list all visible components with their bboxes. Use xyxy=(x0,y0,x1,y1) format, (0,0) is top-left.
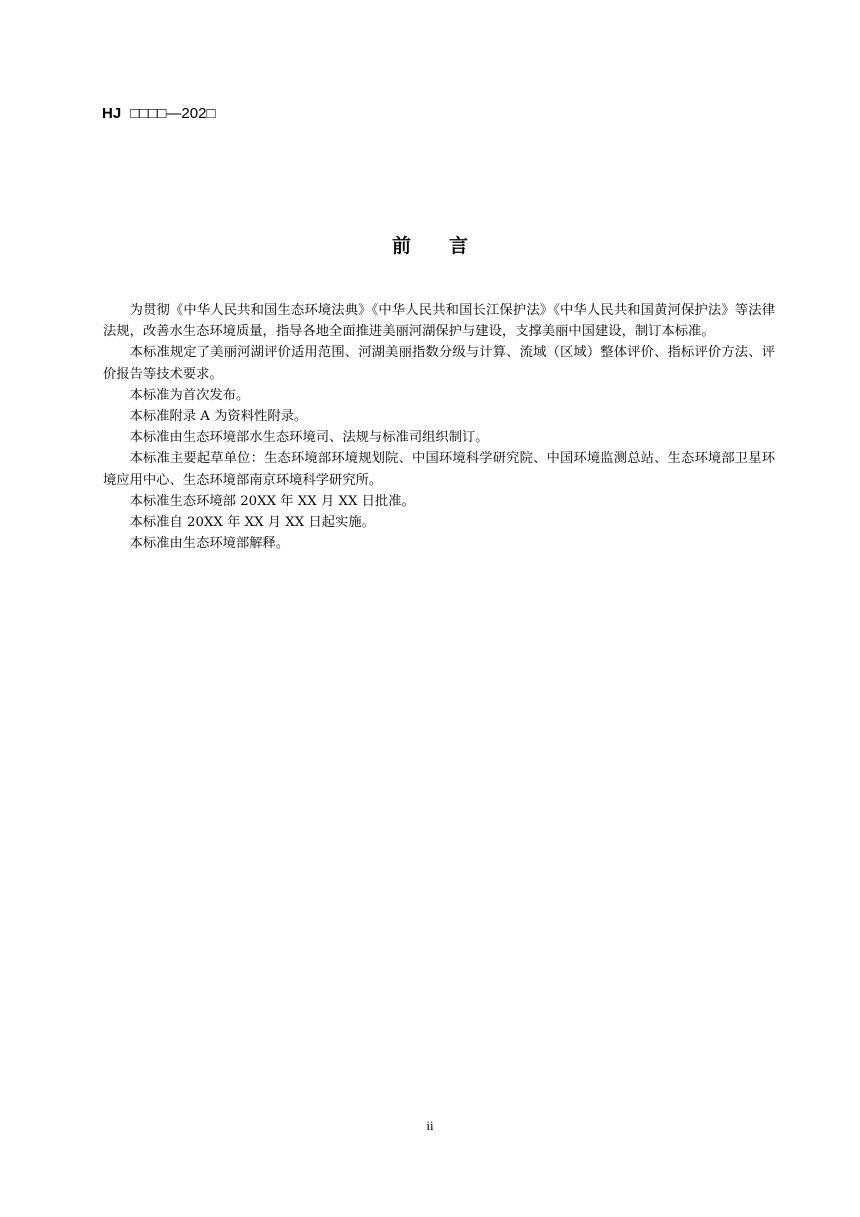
paragraph-first-release: 本标准为首次发布。 xyxy=(129,387,250,403)
paragraph-drafters: 本标准主要起草单位：生态环境部环境规划院、中国环境科学研究院、中国环境监测总站、生态环境部卫星环境应用中心、生态环境部南京环境科学研究所。 xyxy=(103,451,775,488)
paragraph-appendix: 本标准附录 A 为资料性附录。 xyxy=(129,409,308,425)
paragraph-implementation: 本标准自 20XX 年 XX 月 XX 日起实施。 xyxy=(129,515,375,531)
paragraph-organizer: 本标准由生态环境部水生态环境司、法规与标准司组织制订。 xyxy=(129,430,489,446)
standard-prefix: HJ xyxy=(102,105,122,122)
standard-number-header xyxy=(102,104,216,124)
page-number: ii xyxy=(426,1118,434,1133)
foreword-body xyxy=(103,300,775,554)
paragraph-purpose: 为贯彻《中华人民共和国生态环境法典》《中华人民共和国长江保护法》《中华人民共和国黄河保护法》等法律法规，改善水生态环境质量，指导各地全面推进美丽河湖保护与建设，支撑美丽中国建设，制订本标准。 xyxy=(103,303,775,340)
paragraph-interpretation: 本标准由生态环境部解释。 xyxy=(129,536,290,552)
page-title: 前言 xyxy=(391,235,506,257)
standard-code: □□□□—202□ xyxy=(130,105,216,122)
paragraph-scope: 本标准规定了美丽河湖评价适用范围、河湖美丽指数分级与计算、流域（区域）整体评价、指标评价方法、评价报告等技术要求。 xyxy=(103,345,775,382)
paragraph-approval: 本标准生态环境部 20XX 年 XX 月 XX 日批准。 xyxy=(129,493,415,509)
